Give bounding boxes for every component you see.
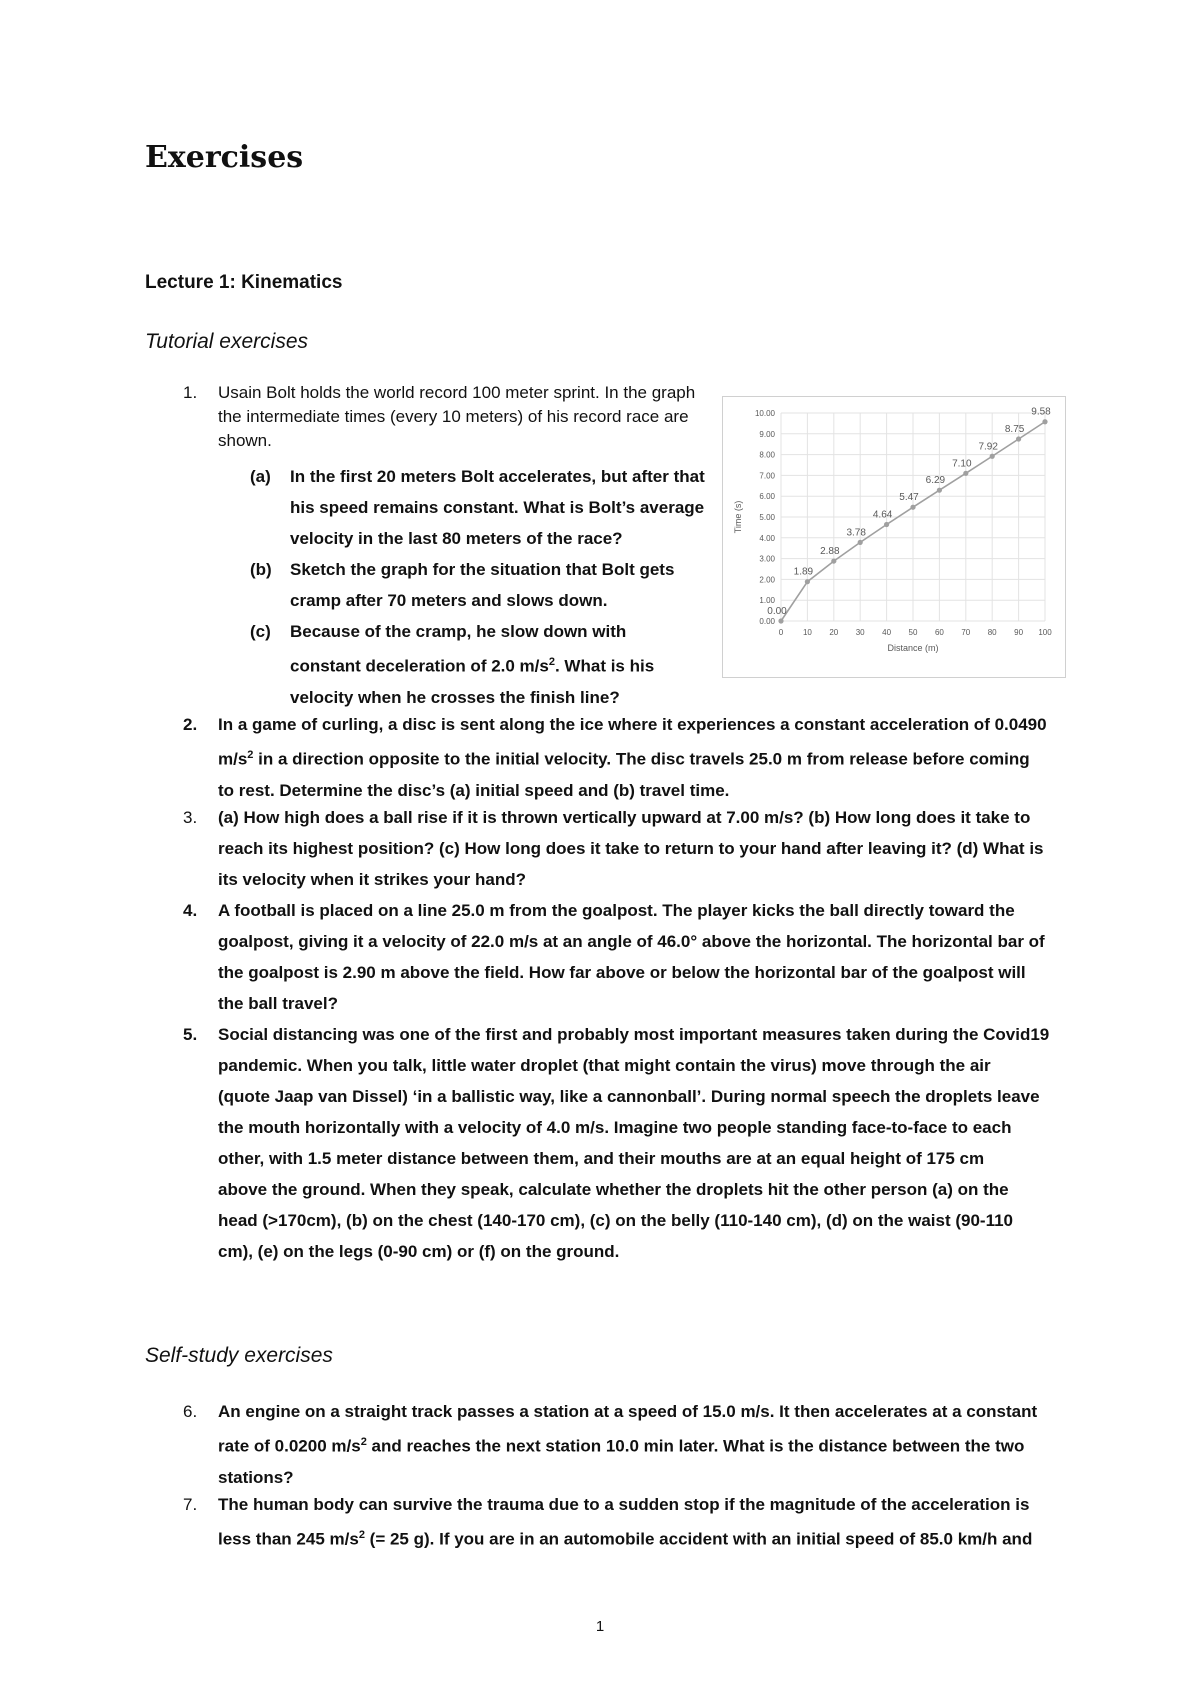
question-number: 1. [183, 383, 198, 402]
x-tick-label: 10 [802, 628, 812, 637]
question-number: 2. [183, 715, 198, 734]
data-point [937, 488, 942, 493]
question-line: in a direction opposite to the initial velocity. The disc travels 25.0 m from release before coming [253, 749, 1030, 769]
page-title: Exercises [145, 140, 304, 175]
question-line: cm), (e) on the legs (0-90 cm) or (f) on the ground. [218, 1242, 620, 1261]
sub-text-line: Because of the cramp, he slow down with [290, 622, 627, 641]
data-label: 8.75 [1004, 424, 1025, 435]
tutorial-heading: Tutorial exercises [145, 330, 308, 353]
superscript: 2 [247, 749, 254, 761]
question-line: above the ground. When they speak, calculate whether the droplets hit the other person (a) on the [218, 1180, 1009, 1199]
data-label: 7.10 [952, 458, 972, 470]
data-label: 5.47 [899, 492, 919, 504]
sprint-chart [722, 396, 1066, 678]
superscript: 2 [358, 1529, 365, 1541]
question-line: the mouth horizontally with a velocity of 4.0 m/s. Imagine two people standing face-to-face to each [218, 1118, 1012, 1137]
data-label: 3.78 [846, 527, 866, 539]
question-line: m/s [218, 749, 248, 769]
question-line: less than 245 m/s [218, 1529, 359, 1549]
y-tick-label: 2.00 [759, 575, 775, 585]
y-tick-label: 5.00 [759, 513, 775, 522]
question-line: The human body can survive the trauma due to a sudden stop if the magnitude of the acceleration is [218, 1495, 1030, 1514]
data-point [1042, 419, 1047, 424]
y-tick-label: 8.00 [759, 450, 775, 460]
sub-text-line: . What is his [554, 656, 655, 676]
data-label: 0.00 [767, 606, 787, 617]
x-tick-label: 30 [855, 628, 865, 637]
question-line: head (>170cm), (b) on the chest (140-170 cm), (c) on the belly (110-140 cm), (d) on the waist (90-110 [218, 1211, 1013, 1230]
x-tick-label: 100 [1038, 628, 1052, 637]
data-point [831, 558, 836, 563]
superscript: 2 [360, 1436, 367, 1448]
sub-text-line: constant deceleration of 2.0 m/s [290, 656, 549, 676]
self-study-heading: Self-study exercises [145, 1344, 333, 1367]
x-tick-label: 70 [961, 628, 971, 637]
question-number: 5. [183, 1025, 198, 1044]
data-point [1016, 436, 1021, 441]
data-point [778, 618, 783, 623]
data-point [990, 454, 995, 459]
x-tick-label: 60 [934, 628, 944, 637]
y-axis-label: Time (s) [733, 500, 743, 534]
question-line: reach its highest position? (c) How long does it take to return to your hand after leaving it? (d) What is [218, 839, 1044, 858]
question-number: 6. [183, 1402, 198, 1421]
question-line: (a) How high does a ball rise if it is thrown vertically upward at 7.00 m/s? (b) How long does it take to [218, 808, 1031, 827]
sub-text: Sketch the graph for the situation that Bolt gets cramp after 70 meters and slows down. [290, 560, 675, 610]
data-label: 4.64 [872, 509, 893, 521]
sprint-chart-svg [723, 397, 1065, 677]
x-tick-label: 40 [882, 628, 892, 637]
question-line: (quote Jaap van Dissel) ‘in a ballistic way, like a cannonball’. During normal speech the droplets leave [218, 1087, 1040, 1106]
sub-label: (b) [250, 560, 272, 579]
data-point [805, 579, 810, 584]
question-line: Social distancing was one of the first and probably most important measures taken during the Covid19 [218, 1025, 1050, 1044]
x-tick-label: 90 [1014, 628, 1024, 637]
question-line: other, with 1.5 meter distance between them, and their mouths are at an equal height of 175 cm [218, 1149, 985, 1168]
x-tick-label: 50 [908, 628, 918, 637]
y-tick-label: 1.00 [759, 596, 775, 606]
y-tick-label: 3.00 [759, 554, 775, 564]
data-label: 7.92 [978, 441, 998, 453]
lecture-heading: Lecture 1: Kinematics [145, 272, 343, 293]
question-line: stations? [218, 1467, 294, 1487]
sub-text-line: velocity when he crosses the finish line? [290, 687, 620, 707]
data-label: 1.89 [793, 566, 814, 578]
x-tick-label: 0 [778, 628, 784, 637]
question-line: the ball travel? [218, 994, 338, 1013]
y-tick-label: 4.00 [759, 533, 775, 543]
data-point [858, 540, 863, 545]
question-line: to rest. Determine the disc’s (a) initial speed and (b) travel time. [218, 780, 730, 800]
sub-label: (a) [250, 467, 271, 486]
page-number: 1 [595, 1618, 605, 1635]
x-tick-label: 20 [829, 628, 839, 637]
question-line: goalpost, giving it a velocity of 22.0 m/s at an angle of 46.0° above the horizontal. The horizontal bar of [218, 932, 1045, 951]
x-tick-label: 80 [987, 628, 997, 637]
sub-label: (c) [250, 622, 271, 641]
superscript: 2 [548, 656, 555, 668]
data-point [963, 471, 968, 476]
data-point [910, 505, 915, 510]
data-label: 9.58 [1031, 406, 1051, 418]
question-line: pandemic. When you talk, little water droplet (that might contain the virus) move through the air [218, 1056, 991, 1075]
x-axis-label: Distance (m) [887, 643, 939, 653]
question-line: In a game of curling, a disc is sent along the ice where it experiences a constant acceleration of 0.0490 [218, 715, 1047, 734]
question-number: 4. [183, 901, 198, 920]
y-tick-label: 0.00 [759, 617, 775, 626]
data-label: 6.29 [925, 475, 946, 487]
question-line: (= 25 g). If you are in an automobile accident with an initial speed of 85.0 km/h and [364, 1529, 1033, 1549]
question-line: its velocity when it strikes your hand? [218, 870, 526, 889]
question-line: and reaches the next station 10.0 min later. What is the distance between the two [366, 1436, 1025, 1456]
question-line: An engine on a straight track passes a station at a speed of 15.0 m/s. It then accelerates at a constant [218, 1402, 1038, 1421]
data-point [884, 522, 889, 527]
question-line: rate of 0.0200 m/s [218, 1436, 361, 1456]
question-number: 3. [183, 808, 198, 827]
y-tick-label: 7.00 [759, 471, 775, 481]
data-label: 2.88 [820, 546, 840, 558]
y-tick-label: 9.00 [759, 429, 775, 439]
y-tick-label: 6.00 [759, 492, 775, 502]
question-line: A football is placed on a line 25.0 m from the goalpost. The player kicks the ball directly toward the [218, 901, 1015, 920]
question-1-text: Usain Bolt holds the world record 100 meter sprint. In the graph the intermediate times (every 10 meters) of his record race are shown. [218, 383, 696, 450]
y-tick-label: 10.00 [754, 409, 775, 418]
sub-text: In the first 20 meters Bolt accelerates, but after that his speed remains constant. What is Bolt’s average velocity in the last 80 meters of the race? [290, 467, 705, 548]
question-number: 7. [183, 1495, 198, 1514]
question-line: the goalpost is 2.90 m above the field. How far above or below the horizontal bar of the goalpost will [218, 963, 1026, 982]
